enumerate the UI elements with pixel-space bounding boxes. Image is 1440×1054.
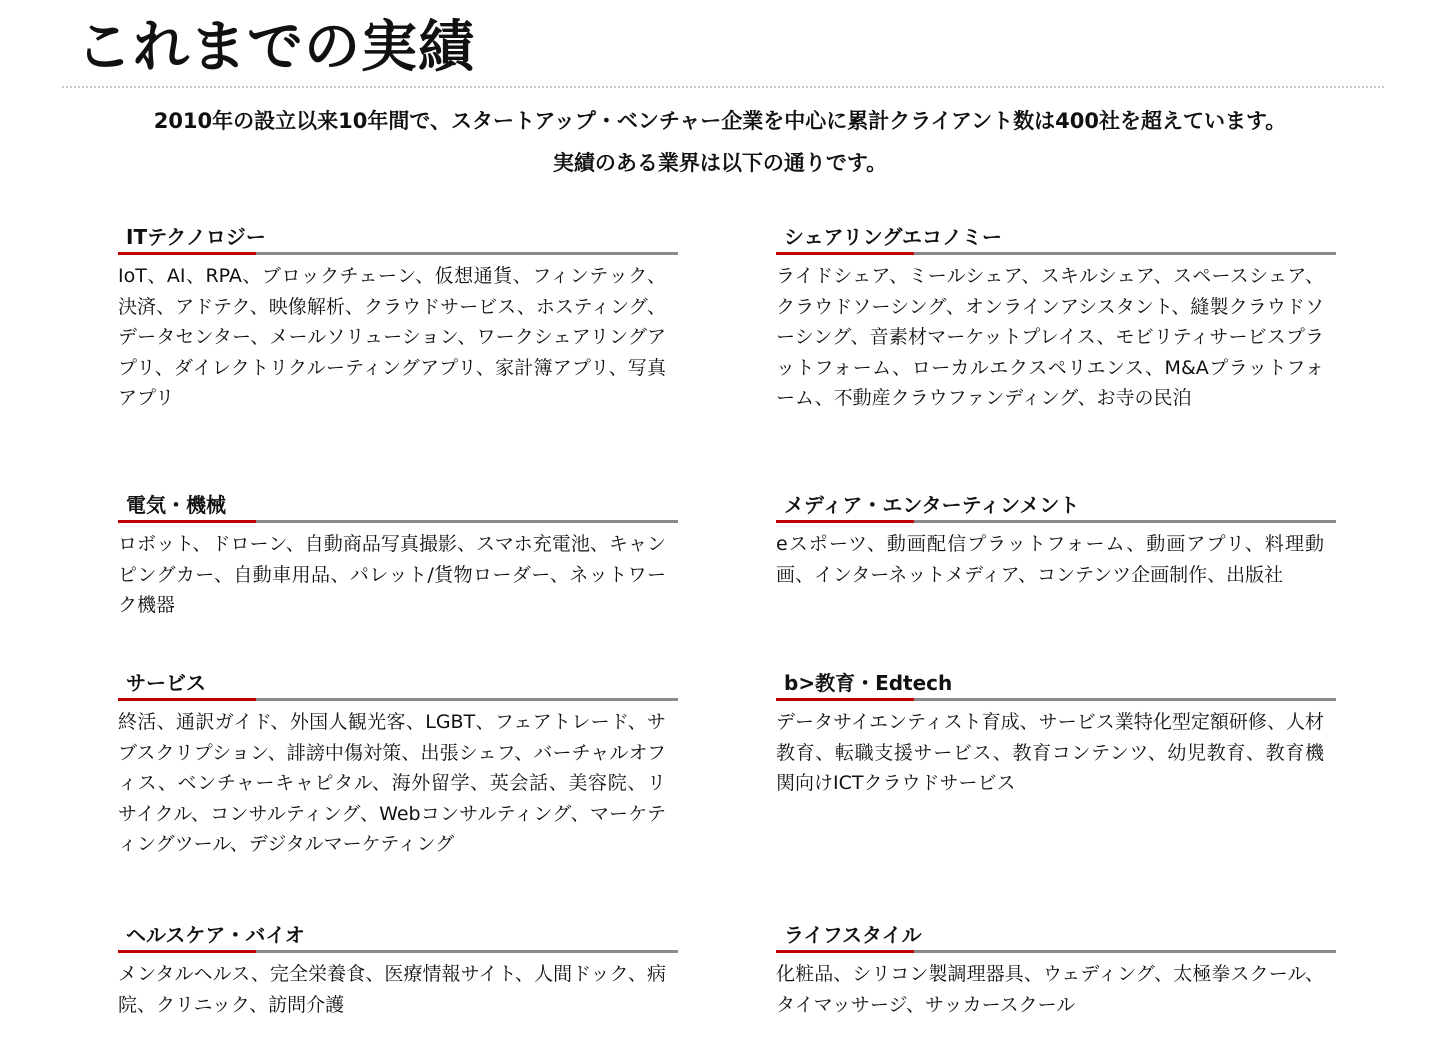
section-heading: b>教育・Edtech <box>784 671 953 695</box>
section-heading: ヘルスケア・バイオ <box>126 923 305 947</box>
intro-line-1: 2010年の設立以来10年間で、スタートアップ・ベンチャー企業を中心に累計クライアント数は400社を超えています。 <box>153 109 1287 133</box>
section-body: データサイエンティスト育成、サービス業特化型定額研修、人材教育、転職支援サービス、教育コンテンツ、幼児教育、教育機関向けICTクラウドサービス <box>776 711 1324 794</box>
section-body: eスポーツ、動画配信プラットフォーム、動画アプリ、料理動画、インターネットメディア、コンテンツ企画制作、出版社 <box>776 533 1324 586</box>
heading-rule <box>776 252 1336 255</box>
heading-rule <box>776 520 1336 523</box>
heading-rule-accent <box>118 520 256 523</box>
section-heading: 電気・機械 <box>126 493 226 517</box>
heading-rule-accent <box>776 520 914 523</box>
section-heading: ITテクノロジー <box>126 225 266 249</box>
heading-rule <box>776 950 1336 953</box>
intro <box>0 100 1440 184</box>
heading-rule-accent <box>118 252 256 255</box>
heading-rule <box>118 520 678 523</box>
section-service <box>118 668 678 860</box>
section-sharing-economy <box>776 222 1336 414</box>
section-body: ライドシェア、ミールシェア、スキルシェア、スペースシェア、クラウドソーシング、オンラインアシスタント、縫製クラウドソーシング、音素材マーケットプレイス、モビリティサービスプラットフォーム、ローカルエクスペリエンス、M&Aプラットフォーム、不動産クラウファンディング、お寺の民泊 <box>776 265 1324 409</box>
section-education-edtech <box>776 668 1336 799</box>
intro-line-2: 実績のある業界は以下の通りです。 <box>552 151 888 175</box>
heading-rule-accent <box>776 950 914 953</box>
section-body: ロボット、ドローン、自動商品写真撮影、スマホ充電池、キャンピングカー、自動車用品、パレット/貨物ローダー、ネットワーク機器 <box>118 533 666 616</box>
heading-rule <box>118 252 678 255</box>
heading-rule <box>776 698 1336 701</box>
section-healthcare-bio <box>118 920 678 1020</box>
section-body: メンタルヘルス、完全栄養食、医療情報サイト、人間ドック、病院、クリニック、訪問介護 <box>118 963 666 1016</box>
section-it-technology <box>118 222 678 414</box>
section-electric-machinery <box>118 490 678 621</box>
heading-rule-accent <box>776 252 914 255</box>
section-heading: シェアリングエコノミー <box>784 225 1002 249</box>
page-title: これまでの実績 <box>76 15 475 80</box>
heading-rule-accent <box>776 698 914 701</box>
heading-rule <box>118 950 678 953</box>
section-media-entertainment <box>776 490 1336 590</box>
section-lifestyle <box>776 920 1336 1020</box>
section-body: 化粧品、シリコン製調理器具、ウェディング、太極拳スクール、タイマッサージ、サッカースクール <box>776 963 1324 1016</box>
heading-rule-accent <box>118 698 256 701</box>
heading-rule <box>118 698 678 701</box>
section-heading: メディア・エンターティンメント <box>784 493 1080 517</box>
heading-rule-accent <box>118 950 256 953</box>
section-body: IoT、AI、RPA、ブロックチェーン、仮想通貨、フィンテック、決済、アドテク、映像解析、クラウドサービス、ホスティング、データセンター、メールソリューション、ワークシェアリングアプリ、ダイレクトリクルーティングアプリ、家計簿アプリ、写真アプリ <box>118 265 666 409</box>
title-divider <box>62 86 1384 88</box>
section-heading: ライフスタイル <box>784 923 922 947</box>
section-body: 終活、通訳ガイド、外国人観光客、LGBT、フェアトレード、サブスクリプション、誹謗中傷対策、出張シェフ、バーチャルオフィス、ベンチャーキャピタル、海外留学、英会話、美容院、リサイクル、コンサルティング、Webコンサルティング、マーケティングツール、デジタルマーケティング <box>118 711 666 855</box>
section-heading: サービス <box>126 671 206 695</box>
